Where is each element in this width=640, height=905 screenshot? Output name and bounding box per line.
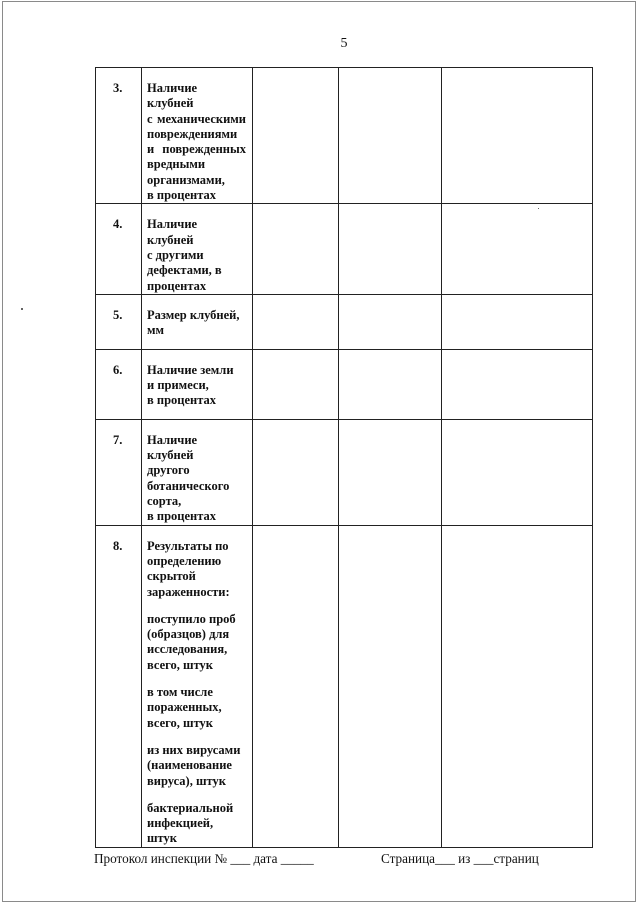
value-cell[interactable]: [253, 349, 339, 419]
value-cell[interactable]: [253, 68, 339, 204]
indicator-line: (образцов) для: [147, 627, 230, 642]
indicator-line: (наименование: [147, 758, 232, 773]
indicator-line: Наличие клубней: [147, 432, 198, 463]
indicator-line: в процентах: [147, 188, 217, 203]
value-cell[interactable]: [253, 294, 339, 349]
page-count-field[interactable]: Страница___ из ___страниц: [381, 851, 539, 866]
table-row: [96, 294, 593, 349]
row-number: 6.: [96, 349, 142, 419]
indicator-line: сорта,: [147, 494, 182, 509]
value-cell[interactable]: [339, 294, 442, 349]
scan-speck: [538, 208, 539, 209]
indicator-line: организмами,: [147, 172, 225, 187]
indicator-line: вируса), штук: [147, 773, 226, 788]
row-number: 7.: [96, 419, 142, 525]
page-number: 5: [340, 36, 348, 51]
value-cell[interactable]: [442, 294, 593, 349]
value-cell[interactable]: [442, 419, 593, 525]
row-indicator-name: [142, 349, 253, 419]
indicator-line: поступило проб: [147, 611, 236, 626]
inspection-table: [95, 67, 593, 848]
indicator-line: Наличие клубней: [147, 217, 198, 247]
indicator-line: и примеси,: [147, 378, 209, 393]
row-indicator-name: [142, 419, 253, 525]
indicator-line: Наличие клубней: [147, 81, 198, 111]
indicator-line: из них вирусами: [147, 742, 241, 757]
value-cell[interactable]: [339, 419, 442, 525]
value-cell[interactable]: [339, 349, 442, 419]
indicator-line: всего, штук: [147, 657, 213, 672]
indicator-line: процентах: [147, 278, 207, 293]
indicator-line: в процентах: [147, 509, 217, 524]
indicator-line: и поврежденных: [147, 142, 246, 157]
value-cell[interactable]: [253, 419, 339, 525]
value-cell[interactable]: [253, 525, 339, 847]
indicator-line: вредными: [147, 157, 206, 172]
protocol-number-field[interactable]: Протокол инспекции № ___ дата _____: [94, 851, 314, 866]
row-number: 5.: [96, 294, 142, 349]
table-row: [96, 419, 593, 525]
indicator-line: Наличие земли: [147, 362, 234, 377]
row-number: 4.: [96, 204, 142, 294]
table-row: [96, 68, 593, 204]
table-row: [96, 349, 593, 419]
row-indicator-name: [142, 294, 253, 349]
value-cell[interactable]: [442, 349, 593, 419]
indicator-line: дефектами, в: [147, 263, 222, 278]
indicator-line: бактериальной: [147, 800, 234, 815]
row-number: 3.: [96, 68, 142, 204]
indicator-line: Результаты по: [147, 538, 229, 553]
indicator-line: в процентах: [147, 393, 217, 408]
indicator-line: определению: [147, 553, 222, 568]
row-indicator-name: [142, 204, 253, 294]
indicator-line: всего, штук: [147, 715, 213, 730]
value-cell[interactable]: [253, 204, 339, 294]
value-cell[interactable]: [442, 525, 593, 847]
table-row: [96, 204, 593, 294]
indicator-line: инфекцией, штук: [147, 816, 214, 846]
indicator-line: исследования,: [147, 642, 228, 657]
indicator-line: пораженных,: [147, 700, 222, 715]
value-cell[interactable]: [339, 68, 442, 204]
indicator-line: мм: [147, 323, 165, 338]
scan-speck: [21, 308, 23, 310]
row-indicator-name: [142, 525, 253, 847]
indicator-line: другого: [147, 463, 190, 478]
indicator-line: ботанического: [147, 478, 230, 493]
row-number: 8.: [96, 525, 142, 847]
value-cell[interactable]: [339, 525, 442, 847]
value-cell[interactable]: [442, 68, 593, 204]
indicator-line: скрытой: [147, 569, 196, 584]
indicator-line: Размер клубней,: [147, 307, 240, 322]
indicator-line: в том числе: [147, 685, 213, 700]
table-row: [96, 525, 593, 847]
indicator-line: повреждениями: [147, 126, 238, 141]
indicator-line: с механическими: [147, 111, 246, 126]
indicator-line: с другими: [147, 247, 204, 262]
indicator-line: зараженности:: [147, 584, 230, 599]
value-cell[interactable]: [339, 204, 442, 294]
row-indicator-name: [142, 68, 253, 204]
value-cell[interactable]: [442, 204, 593, 294]
